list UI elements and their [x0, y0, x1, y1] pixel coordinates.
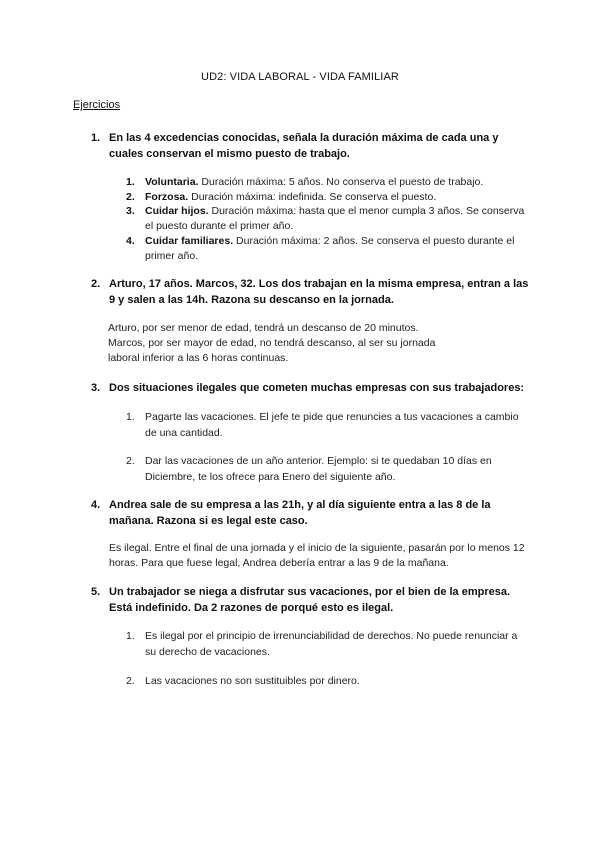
question-number: 3. [91, 382, 101, 394]
answer-line: Marcos, por ser mayor de edad, no tendrá descanso, al ser su jornada laboral inferior a las 6 horas continuas. [108, 337, 436, 364]
item-number: 1. [126, 630, 135, 642]
q3-item-1 [126, 409, 526, 441]
question-number: 2. [91, 278, 101, 290]
item-text: Es ilegal por el principio de irrenunciabilidad de derechos. No puede renunciar a su derecho de vacaciones. [145, 630, 518, 658]
item-label: Cuidar hijos. [145, 205, 209, 217]
question-4 [91, 497, 531, 529]
item-number: 2. [126, 191, 135, 203]
item-number: 1. [126, 411, 135, 423]
document-title: UD2: VIDA LABORAL - VIDA FAMILIAR [201, 71, 399, 83]
q1-item-1 [126, 175, 526, 190]
item-text: Duración máxima: hasta que el menor cumpla 3 años. Se conserva el puesto durante el primer año. [145, 205, 525, 232]
question-5 [91, 584, 531, 616]
question-2 [91, 276, 531, 308]
q5-item-2 [126, 673, 526, 689]
item-number: 3. [126, 205, 135, 217]
question-text: En las 4 excedencias conocidas, señala la duración máxima de cada una y cuales conservan el mismo puesto de trabajo. [109, 132, 499, 160]
question-number: 5. [91, 586, 101, 598]
item-text: Duración máxima: indefinida. Se conserva el puesto. [188, 191, 437, 203]
answer-line: Arturo, por ser menor de edad, tendrá un descanso de 20 minutos. [108, 322, 419, 334]
section-subtitle: Ejercicios [73, 99, 121, 111]
question-number: 1. [91, 132, 101, 144]
q5-item-1 [126, 628, 526, 660]
item-text: Pagarte las vacaciones. El jefe te pide que renuncies a tus vacaciones a cambio de una cantidad. [145, 411, 519, 439]
q1-item-2 [126, 190, 526, 205]
item-text: Dar las vacaciones de un año anterior. Ejemplo: si te quedaban 10 días en Diciembre, te los ofrece para Enero del siguiente año. [145, 455, 492, 483]
item-text: Duración máxima: 2 años. Se conserva el puesto durante el primer año. [145, 235, 515, 262]
item-label: Voluntaria. [145, 176, 199, 188]
item-text: Duración máxima: 5 años. No conserva el puesto de trabajo. [198, 176, 484, 188]
item-label: Forzosa. [145, 191, 189, 203]
question-number: 4. [91, 499, 101, 511]
item-label: Cuidar familiares. [145, 235, 234, 247]
q1-item-3 [126, 204, 526, 234]
question-text: Andrea sale de su empresa a las 21h, y al día siguiente entra a las 8 de la mañana. Razona si es legal este caso. [109, 499, 491, 527]
question-text: Dos situaciones ilegales que cometen muchas empresas con sus trabajadores: [109, 382, 525, 394]
question-text: Arturo, 17 años. Marcos, 32. Los dos trabajan en la misma empresa, entran a las 9 y salen a las 14h. Razona su descanso en la jornada. [109, 278, 529, 306]
item-number: 2. [126, 455, 135, 467]
item-number: 4. [126, 235, 135, 247]
item-text: Las vacaciones no son sustituibles por dinero. [145, 675, 360, 687]
question-3 [91, 380, 551, 396]
q3-item-2 [126, 453, 526, 485]
item-number: 1. [126, 176, 135, 188]
item-number: 2. [126, 675, 135, 687]
question-text: Un trabajador se niega a disfrutar sus vacaciones, por el bien de la empresa. Está indefinido. Da 2 razones de porqué esto es ilegal. [109, 586, 511, 614]
question-1 [91, 130, 531, 162]
q1-item-4 [126, 234, 526, 264]
answer-text: Es ilegal. Entre el final de una jornada y el inicio de la siguiente, pasarán por lo menos 12 horas. Para que fuese legal, Andrea debería entrar a las 9 de la mañana. [109, 542, 525, 569]
